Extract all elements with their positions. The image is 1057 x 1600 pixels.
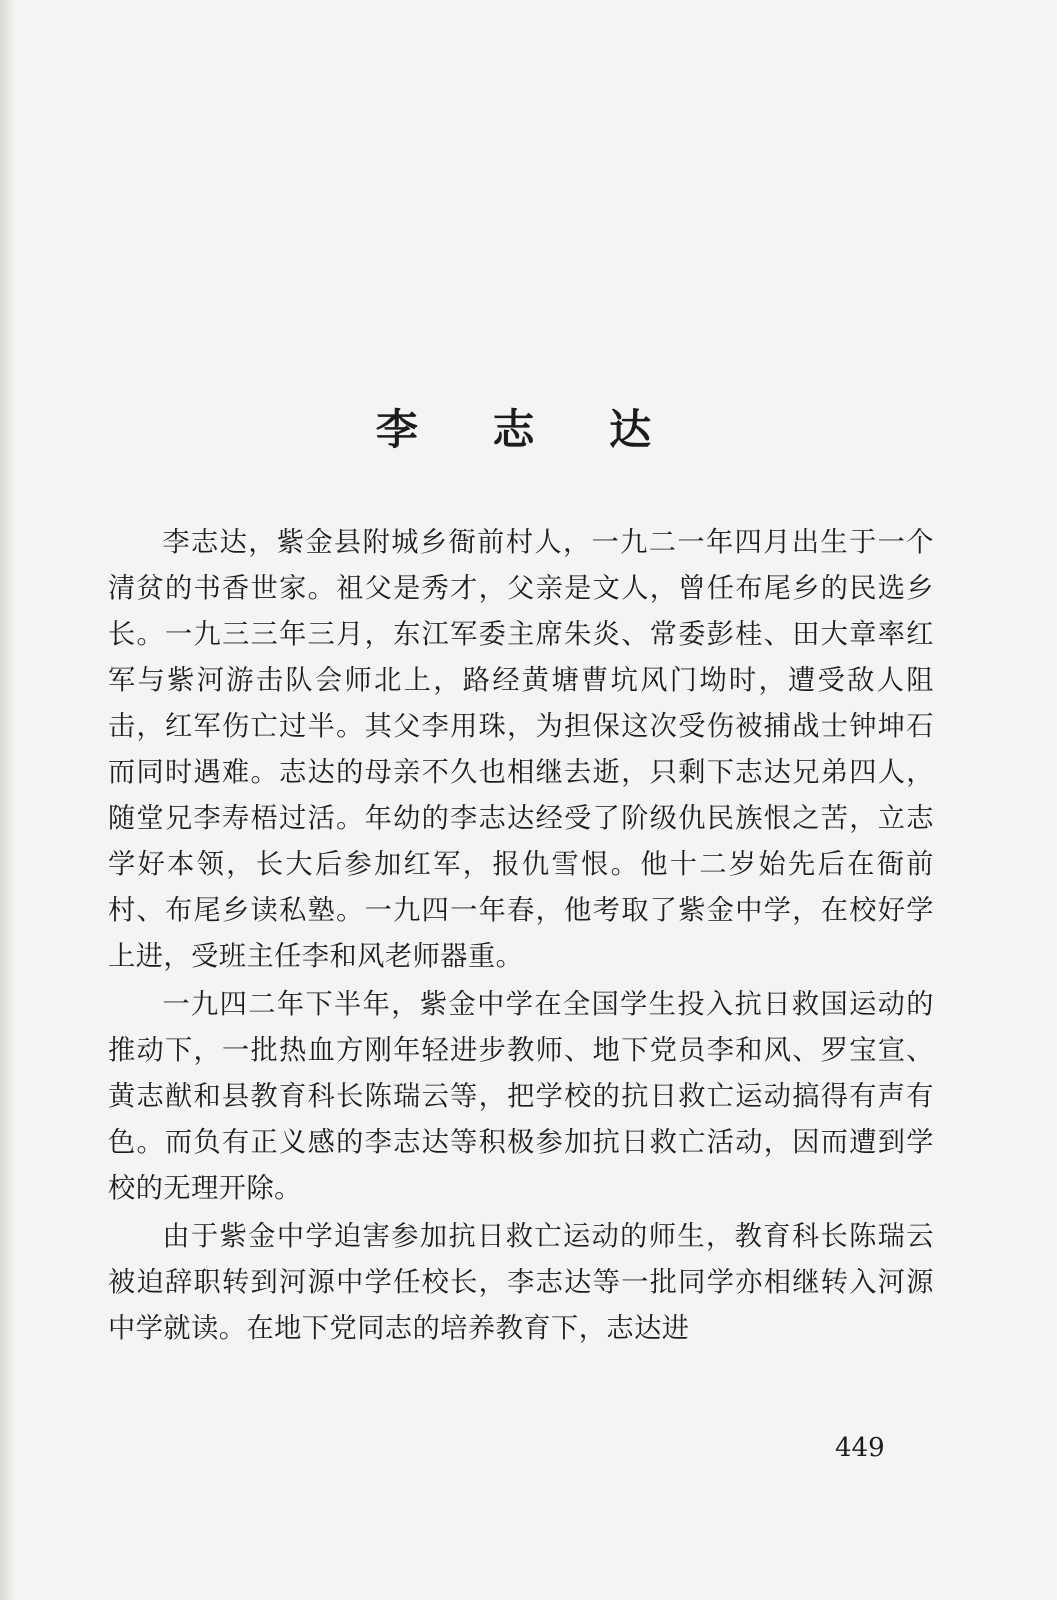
paragraph-2: 一九四二年下半年，紫金中学在全国学生投入抗日救国运动的推动下，一批热血方刚年轻进步教师、地下党员李和风、罗宝宣、黄志猷和县教育科长陈瑞云等，把学校的抗日救亡运动搞得有声有色。而负有正义感的李志达等积极参加抗日救亡活动，因而遭到学校的无理开除。	[108, 989, 934, 1204]
chapter-title: 李 志 达	[375, 405, 682, 454]
paragraph-1: 李志达，紫金县附城乡衙前村人，一九二一年四月出生于一个清贫的书香世家。祖父是秀才，父亲是文人，曾任布尾乡的民选乡长。一九三三年三月，东江军委主席朱炎、常委彭桂、田大章率红军与紫河游击队会师北上，路经黄塘曹坑风门坳时，遭受敌人阻击，红军伤亡过半。其父李用珠，为担保这次受伤被捕战士钟坤石而同时遇难。志达的母亲不久也相继去逝，只剩下志达兄弟四人，随堂兄李寿梧过活。年幼的李志达经受了阶级仇民族恨之苦，立志学好本领，长大后参加红军，报仇雪恨。他十二岁始先后在衙前村、布尾乡读私塾。一九四一年春，他考取了紫金中学，在校好学上进，受班主任李和风老师器重。	[108, 527, 934, 972]
body-text	[108, 520, 934, 1352]
paragraph-3: 由于紫金中学迫害参加抗日救亡运动的师生，教育科长陈瑞云被迫辞职转到河源中学任校长，李志达等一批同学亦相继转入河源中学就读。在地下党同志的培养教育下，志达进	[108, 1221, 934, 1344]
spine-shadow	[0, 0, 14, 1600]
page-number: 449	[835, 1433, 885, 1463]
